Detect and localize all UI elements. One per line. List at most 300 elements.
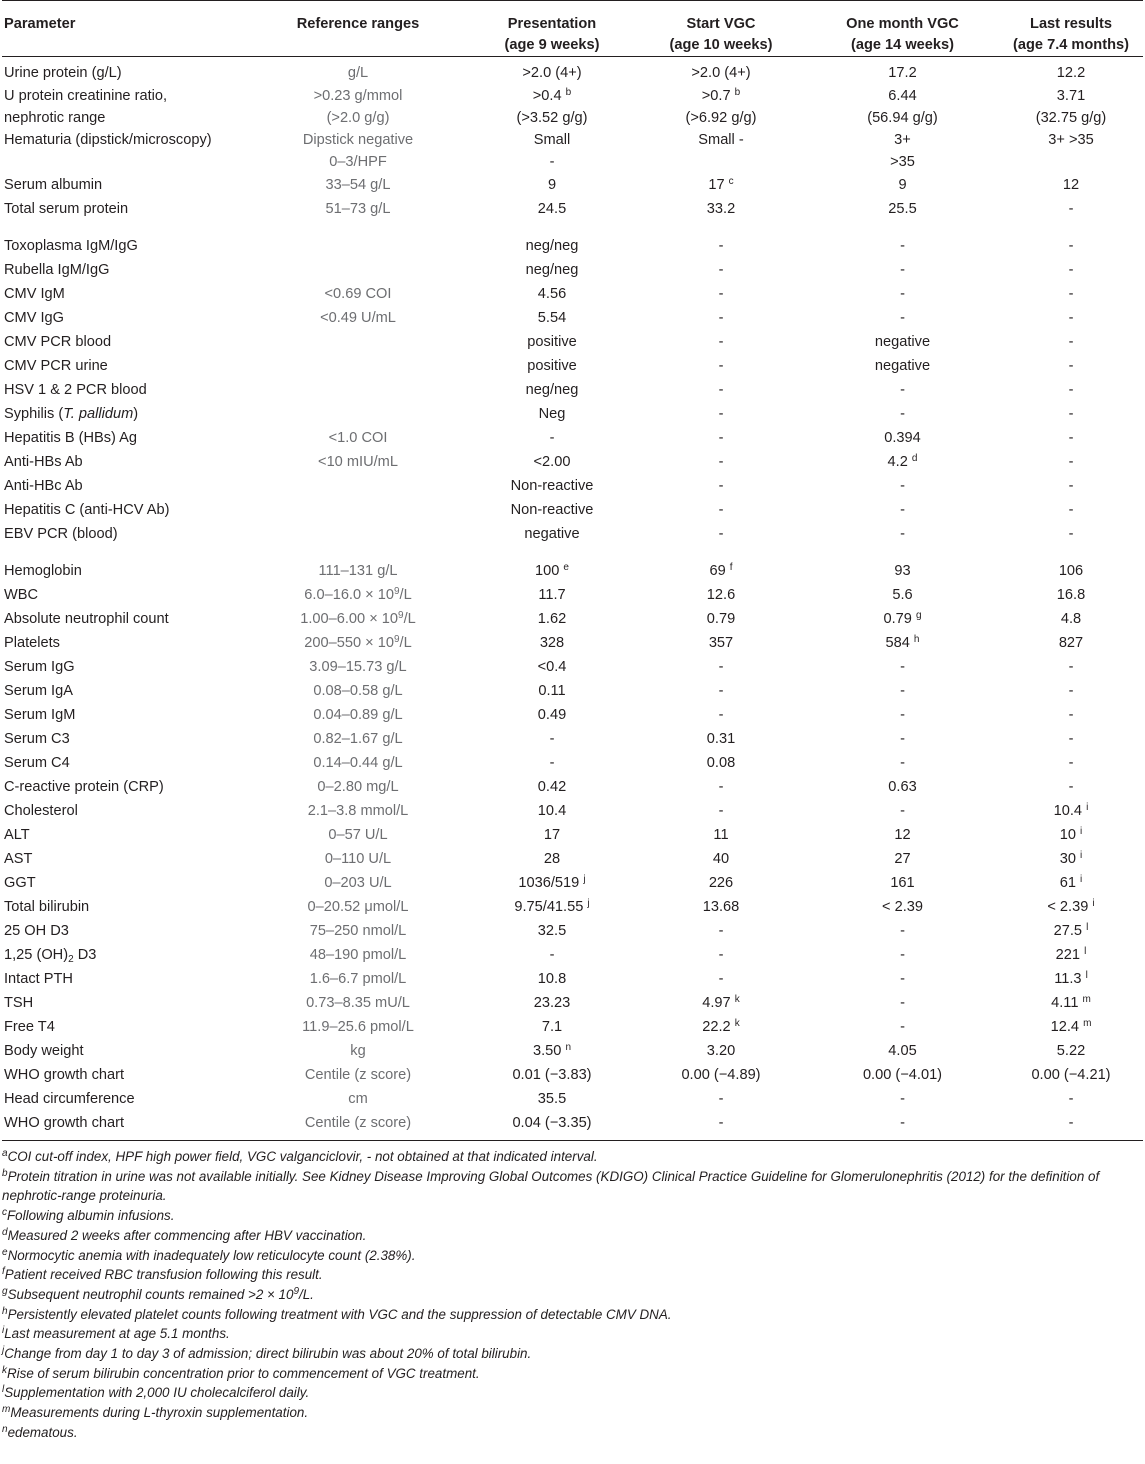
table-row (2, 378, 1143, 402)
one-month-vgc-value-cell (806, 943, 999, 967)
parameter-cell (2, 775, 248, 799)
parameter-cell (2, 197, 248, 221)
one-month-vgc-value: - (900, 502, 905, 518)
one-month-vgc-value: 6.44 (888, 88, 917, 104)
parameter-cell (2, 282, 248, 306)
reference-range-cell (248, 871, 468, 895)
last-result-value-cell (999, 57, 1143, 86)
last-result-value-cell (999, 943, 1143, 967)
one-month-vgc-value: 0.394 (884, 430, 921, 446)
reference-range-cell (248, 655, 468, 679)
reference-range: 0.82–1.67 g/L (313, 731, 403, 747)
parameter-label: Urine protein (g/L) (4, 65, 122, 81)
reference-range: kg (350, 1043, 366, 1059)
last-result-value-cell (999, 655, 1143, 679)
column-header (2, 1, 248, 57)
reference-range-cell (248, 402, 468, 426)
footnote-text: Protein titration in urine was not available initially. See Kidney Disease Improving Global Outcomes (KDIGO) Clinical Practice Guideline for Glomerulonephritis (2012) for the definition of nephrotic-range proteinuria. (2, 1168, 1100, 1204)
last-result-value-cell (999, 546, 1143, 583)
table-row (2, 655, 1143, 679)
footnote (0, 1403, 1138, 1423)
start-vgc-value-cell (636, 474, 806, 498)
start-vgc-value: 12.6 (706, 587, 736, 603)
footnote (0, 1265, 1138, 1285)
table-row (2, 823, 1143, 847)
start-vgc-value-cell (636, 631, 806, 655)
table-row (2, 607, 1143, 631)
one-month-vgc-value-cell (806, 703, 999, 727)
last-result-value-cell (999, 330, 1143, 354)
presentation-value: 17 (543, 827, 561, 843)
footnote-marker: f (729, 562, 733, 573)
reference-range-cell (248, 775, 468, 799)
presentation-value: 4.56 (537, 286, 567, 302)
last-result-value: 5.22 (1056, 1043, 1086, 1059)
table-row (2, 258, 1143, 282)
start-vgc-value: - (718, 334, 724, 350)
one-month-vgc-value-cell (806, 354, 999, 378)
presentation-value-cell (468, 943, 636, 967)
presentation-value: 100 (535, 563, 560, 579)
one-month-vgc-value-line2: >35 (890, 154, 915, 170)
one-month-vgc-value: 9 (898, 177, 907, 193)
reference-range: 48–190 pmol/L (309, 947, 407, 963)
parameter-cell (2, 799, 248, 823)
parameter-italic: T. pallidum (63, 406, 134, 422)
one-month-vgc-value-cell (806, 583, 999, 607)
presentation-value-cell (468, 823, 636, 847)
reference-range: 111–131 g/L (318, 563, 398, 579)
start-vgc-value-cell (636, 991, 806, 1015)
presentation-value: 9.75/41.55 (514, 899, 584, 915)
parameter-label: CMV IgG (4, 310, 65, 326)
column-header-sublabel: (age 9 weeks) (504, 37, 600, 53)
footnote (0, 1285, 1138, 1305)
table-row (2, 221, 1143, 258)
footnote-marker: k (734, 994, 740, 1005)
presentation-value: 23.23 (533, 995, 571, 1011)
reference-exponent: 9 (398, 610, 404, 621)
one-month-vgc-value: - (900, 731, 905, 747)
start-vgc-value-cell (636, 607, 806, 631)
presentation-value-cell (468, 775, 636, 799)
table-row (2, 522, 1143, 546)
start-vgc-value-cell (636, 450, 806, 474)
last-result-value: 3+ >35 (1048, 132, 1094, 148)
one-month-vgc-value-cell (806, 1063, 999, 1087)
parameter-label: AST (4, 851, 33, 867)
one-month-vgc-value-cell (806, 330, 999, 354)
parameter-cell (2, 522, 248, 546)
start-vgc-value-cell (636, 129, 806, 173)
presentation-value: 328 (539, 635, 565, 651)
one-month-vgc-value: negative (874, 358, 931, 374)
column-header-label: One month VGC (846, 16, 959, 32)
parameter-label: Anti-HBs Ab (4, 454, 83, 470)
column-header-label: Reference ranges (296, 16, 420, 32)
start-vgc-value-cell (636, 823, 806, 847)
presentation-value: 1036/519 (518, 875, 580, 891)
table-row (2, 85, 1143, 129)
table-row (2, 967, 1143, 991)
last-result-value: 106 (1058, 563, 1084, 579)
one-month-vgc-value: negative (874, 334, 931, 350)
start-vgc-value-cell (636, 330, 806, 354)
footnote-marker: l (1086, 922, 1089, 933)
reference-unit: /L (399, 587, 412, 603)
footnote-marker: i (1080, 826, 1083, 837)
footnote-text: Normocytic anemia with inadequately low reticulocyte count (2.38%). (7, 1247, 416, 1263)
reference-range-cell (248, 679, 468, 703)
presentation-value-cell (468, 631, 636, 655)
reference-range: 0–20.52 μmol/L (307, 899, 409, 915)
reference-range: Dipstick negative (302, 132, 414, 148)
last-result-value-cell (999, 498, 1143, 522)
footnote-marker: l (1085, 970, 1088, 981)
start-vgc-value: 13.68 (702, 899, 740, 915)
parameter-label-line2: nephrotic range (4, 110, 106, 126)
parameter-suffix: ) (133, 406, 139, 422)
reference-range-cell (248, 522, 468, 546)
reference-range-cell (248, 282, 468, 306)
parameter-label: Hematuria (dipstick/microscopy) (4, 132, 212, 148)
footnote-mark: c (2, 1207, 7, 1219)
reference-range: 0–110 U/L (324, 851, 392, 867)
table-row (2, 631, 1143, 655)
start-vgc-value-cell (636, 943, 806, 967)
parameter-label: Hepatitis C (anti-HCV Ab) (4, 502, 170, 518)
one-month-vgc-value-cell (806, 895, 999, 919)
one-month-vgc-value: - (900, 1091, 905, 1107)
footnote-mark: i (2, 1325, 5, 1337)
reference-range-cell (248, 258, 468, 282)
reference-range: 0–203 U/L (324, 875, 392, 891)
presentation-value-cell (468, 85, 636, 129)
reference-range-cell (248, 847, 468, 871)
one-month-vgc-value: - (900, 755, 905, 771)
table-row (2, 991, 1143, 1015)
one-month-vgc-value: 0.00 (−4.01) (862, 1067, 943, 1083)
one-month-vgc-value: - (900, 1115, 905, 1131)
table-row (2, 847, 1143, 871)
last-result-value-cell (999, 703, 1143, 727)
presentation-value-cell (468, 258, 636, 282)
one-month-vgc-value: - (900, 803, 905, 819)
one-month-vgc-value-cell (806, 173, 999, 197)
start-vgc-value: 0.08 (706, 755, 736, 771)
one-month-vgc-value-cell (806, 847, 999, 871)
last-result-value: - (1068, 707, 1074, 723)
last-result-value: 10 (1059, 827, 1076, 843)
parameter-label: Anti-HBc Ab (4, 478, 83, 494)
parameter-cell (2, 1111, 248, 1141)
footnote-text: Change from day 1 to day 3 of admission; direct bilirubin was about 20% of total bilirubin. (4, 1346, 532, 1362)
start-vgc-value-cell (636, 895, 806, 919)
footnote-text-end: /L. (299, 1286, 314, 1302)
start-vgc-value-cell (636, 258, 806, 282)
footnote (0, 1364, 1138, 1384)
footnote-marker: g (915, 610, 922, 621)
parameter-label: Serum albumin (4, 177, 103, 193)
footnote-mark: k (2, 1364, 7, 1376)
one-month-vgc-value: - (900, 923, 905, 939)
reference-range-cell (248, 607, 468, 631)
parameter-cell (2, 631, 248, 655)
one-month-vgc-value-line2: (56.94 g/g) (867, 110, 938, 126)
one-month-vgc-value: - (900, 526, 905, 542)
footnote-marker: h (913, 634, 920, 645)
start-vgc-value: - (718, 382, 724, 398)
one-month-vgc-value-cell (806, 85, 999, 129)
presentation-value-cell (468, 895, 636, 919)
last-result-value-cell (999, 1039, 1143, 1063)
one-month-vgc-value-cell (806, 221, 999, 258)
presentation-value-cell (468, 799, 636, 823)
start-vgc-value: 3.20 (706, 1043, 736, 1059)
footnote-marker: c (728, 176, 734, 187)
reference-range-cell (248, 1015, 468, 1039)
one-month-vgc-value: - (900, 995, 905, 1011)
footnote-marker: i (1092, 898, 1095, 909)
parameter-subscript: 2 (68, 954, 74, 965)
table-header (2, 1, 1143, 57)
presentation-value-cell (468, 426, 636, 450)
parameter-label: TSH (4, 995, 34, 1011)
footnote-text: Last measurement at age 5.1 months. (4, 1326, 230, 1342)
one-month-vgc-value: 12 (894, 827, 911, 843)
one-month-vgc-value-cell (806, 655, 999, 679)
start-vgc-value: - (718, 406, 724, 422)
presentation-value-cell (468, 173, 636, 197)
column-header-label: Presentation (507, 16, 597, 32)
parameter-label: Platelets (4, 635, 60, 651)
one-month-vgc-value-cell (806, 258, 999, 282)
one-month-vgc-value-cell (806, 1087, 999, 1111)
parameter-label: CMV PCR urine (4, 358, 108, 374)
one-month-vgc-value: - (900, 478, 905, 494)
presentation-value: 3.50 (532, 1043, 562, 1059)
reference-range-cell (248, 498, 468, 522)
start-vgc-value: - (718, 1091, 724, 1107)
last-result-value-cell (999, 221, 1143, 258)
column-header-label: Parameter (4, 16, 76, 32)
one-month-vgc-value-cell (806, 991, 999, 1015)
footnote-marker: j (583, 874, 586, 885)
parameter-label: Total serum protein (4, 201, 129, 217)
presentation-value-cell (468, 378, 636, 402)
start-vgc-value: 22.2 (702, 1019, 731, 1035)
table-row (2, 197, 1143, 221)
start-vgc-value-cell (636, 799, 806, 823)
last-result-value-cell (999, 775, 1143, 799)
footnote-text: Rise of serum bilirubin concentration prior to commencement of VGC treatment. (7, 1365, 480, 1381)
parameter-label: 25 OH D3 (4, 923, 69, 939)
reference-range: 0–2.80 mg/L (317, 779, 399, 795)
reference-range-cell (248, 354, 468, 378)
last-result-value: - (1068, 238, 1074, 254)
start-vgc-value: - (718, 430, 724, 446)
footnote-mark: m (2, 1404, 11, 1416)
last-result-value-cell (999, 1015, 1143, 1039)
parameter-cell (2, 498, 248, 522)
reference-range-cell (248, 727, 468, 751)
column-header (806, 1, 999, 57)
presentation-value: - (549, 731, 555, 747)
presentation-value: <2.00 (533, 454, 571, 470)
parameter-label: EBV PCR (blood) (4, 526, 118, 542)
presentation-value-cell (468, 221, 636, 258)
last-result-value: 11.3 (1054, 971, 1082, 987)
footnote-text: Patient received RBC transfusion following this result. (4, 1267, 323, 1283)
presentation-value-cell (468, 1087, 636, 1111)
last-result-value-cell (999, 474, 1143, 498)
parameter-cell (2, 354, 248, 378)
last-result-value-cell (999, 967, 1143, 991)
table-body (2, 57, 1143, 1141)
reference-range-cell (248, 57, 468, 86)
one-month-vgc-value-cell (806, 679, 999, 703)
last-result-value: 221 (1055, 947, 1081, 963)
presentation-value: - (549, 755, 555, 771)
reference-range: Centile (z score) (304, 1115, 412, 1131)
parameter-label: U protein creatinine ratio, (4, 88, 168, 104)
one-month-vgc-value: 0.63 (888, 779, 917, 795)
last-result-value-cell (999, 306, 1143, 330)
last-result-value-cell (999, 426, 1143, 450)
one-month-vgc-value-cell (806, 474, 999, 498)
one-month-vgc-value: 584 (885, 635, 910, 651)
footnote (0, 1226, 1138, 1246)
start-vgc-value-cell (636, 221, 806, 258)
footnote-marker: d (911, 453, 918, 464)
reference-unit: /L (399, 635, 412, 651)
parameter-label: Serum C4 (4, 755, 70, 771)
parameter-label: Serum IgM (4, 707, 76, 723)
parameter-cell (2, 823, 248, 847)
reference-range-cell (248, 173, 468, 197)
table-row (2, 546, 1143, 583)
start-vgc-value-cell (636, 282, 806, 306)
presentation-value-cell (468, 607, 636, 631)
table-row (2, 727, 1143, 751)
presentation-value: 1.62 (537, 611, 567, 627)
table-row (2, 498, 1143, 522)
parameter-cell (2, 450, 248, 474)
parameter-label: Head circumference (4, 1091, 135, 1107)
reference-range-cell (248, 330, 468, 354)
column-header-sublabel: (age 14 weeks) (850, 37, 955, 53)
presentation-value-cell (468, 57, 636, 86)
parameter-cell (2, 943, 248, 967)
last-result-value: - (1068, 358, 1074, 374)
reference-range-cell (248, 799, 468, 823)
parameter-cell (2, 583, 248, 607)
reference-range-line2: 0–3/HPF (329, 154, 387, 170)
presentation-value: negative (524, 526, 580, 542)
reference-range-cell (248, 583, 468, 607)
start-vgc-value-cell (636, 655, 806, 679)
table-row (2, 1039, 1143, 1063)
last-result-value-cell (999, 354, 1143, 378)
last-result-value: - (1068, 502, 1074, 518)
reference-range: Centile (z score) (304, 1067, 412, 1083)
table-row (2, 751, 1143, 775)
column-header (468, 1, 636, 57)
reference-range: 3.09–15.73 g/L (309, 659, 407, 675)
start-vgc-value: 0.79 (706, 611, 736, 627)
start-vgc-value: - (718, 971, 724, 987)
presentation-value: >0.4 (532, 88, 562, 104)
start-vgc-value: 11 (713, 827, 729, 843)
reference-range-cell (248, 197, 468, 221)
reference-range-cell (248, 751, 468, 775)
start-vgc-value-cell (636, 871, 806, 895)
last-result-value: 4.8 (1060, 611, 1082, 627)
reference-range-cell (248, 703, 468, 727)
start-vgc-value: 4.97 (702, 995, 731, 1011)
presentation-value-cell (468, 197, 636, 221)
parameter-cell (2, 1015, 248, 1039)
presentation-value: 28 (543, 851, 561, 867)
presentation-value-cell (468, 522, 636, 546)
one-month-vgc-value-cell (806, 823, 999, 847)
start-vgc-value: - (718, 683, 724, 699)
parameter-label: Cholesterol (4, 803, 78, 819)
last-result-value: < 2.39 (1047, 899, 1089, 915)
parameter-cell (2, 895, 248, 919)
column-header (636, 1, 806, 57)
start-vgc-value-cell (636, 727, 806, 751)
one-month-vgc-value-cell (806, 1111, 999, 1141)
parameter-cell (2, 1039, 248, 1063)
one-month-vgc-value-cell (806, 871, 999, 895)
presentation-value: neg/neg (525, 262, 579, 278)
reference-range-line2: (>2.0 g/g) (326, 110, 390, 126)
presentation-value-cell (468, 129, 636, 173)
last-result-value: - (1068, 683, 1074, 699)
one-month-vgc-value-cell (806, 57, 999, 86)
last-result-value: - (1068, 382, 1074, 398)
last-result-value-cell (999, 991, 1143, 1015)
one-month-vgc-value: - (900, 947, 905, 963)
reference-range: 0.04–0.89 g/L (313, 707, 403, 723)
footnote-text: COI cut-off index, HPF high power field, VGC valganciclovir, - not obtained at that indicated interval. (7, 1149, 598, 1164)
footnote-mark: l (2, 1384, 5, 1396)
start-vgc-value-cell (636, 847, 806, 871)
footnote-mark: g (2, 1285, 8, 1297)
column-header-sublabel: (age 7.4 months) (1013, 37, 1129, 53)
parameter-cell (2, 703, 248, 727)
start-vgc-value: - (718, 286, 724, 302)
table-row (2, 583, 1143, 607)
last-result-value: 61 (1059, 875, 1076, 891)
presentation-value-cell (468, 546, 636, 583)
reference-range: <1.0 COI (328, 430, 388, 446)
one-month-vgc-value: - (900, 238, 905, 254)
start-vgc-value-cell (636, 402, 806, 426)
last-result-value: - (1068, 406, 1074, 422)
reference-range-cell (248, 1087, 468, 1111)
parameter-label: GGT (4, 875, 36, 891)
footnote-marker: i (1086, 802, 1089, 813)
footnote-marker: i (1080, 874, 1083, 885)
footnote-text: Following albumin infusions. (7, 1208, 175, 1224)
parameter-suffix: D3 (73, 947, 97, 963)
last-result-value: 12.4 (1050, 1019, 1079, 1035)
one-month-vgc-value-cell (806, 378, 999, 402)
table-row (2, 282, 1143, 306)
presentation-value-cell (468, 655, 636, 679)
